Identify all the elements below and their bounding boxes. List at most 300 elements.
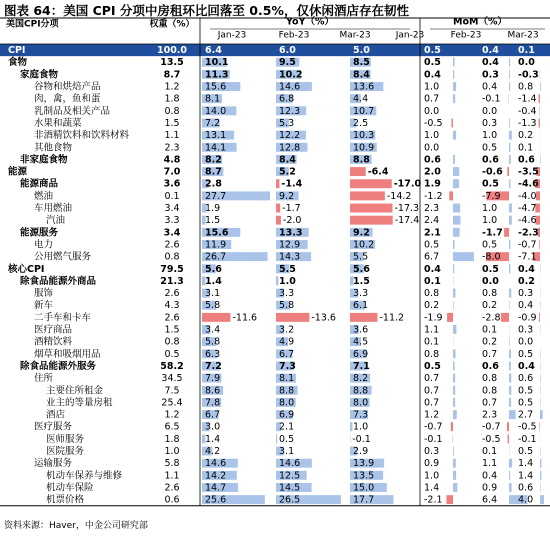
row-weight: 3.6: [163, 178, 181, 190]
row-weight: 0.1: [164, 190, 180, 202]
mom-value: 0.2: [518, 275, 535, 287]
mom-bar: [509, 374, 511, 383]
yoy-value: -11.2: [379, 312, 405, 324]
mom-bar: [453, 325, 456, 334]
row-weight: 34.5: [161, 373, 183, 385]
mom-value: 0.5: [424, 45, 441, 57]
row-weight: 1.8: [164, 433, 180, 445]
row-name: 机动车保养与维修: [46, 470, 123, 482]
mom-value: 0.3: [482, 117, 498, 129]
mom-bar: [507, 167, 509, 176]
mom-bar: [501, 313, 509, 322]
mom-value: -0.7: [518, 239, 537, 251]
row-name: 乳制品及相关产品: [34, 105, 111, 117]
yoy-value: 15.6: [205, 81, 227, 93]
mom-value: -0.5: [482, 433, 501, 445]
mom-bar: [453, 131, 456, 140]
yoy-bar: [350, 216, 393, 225]
mom-bar: [453, 58, 455, 67]
mom-bar: [536, 191, 540, 200]
mom-value: 0.8: [518, 81, 534, 93]
mom-value: -3.5: [518, 166, 539, 178]
mom-bar: [453, 386, 455, 395]
yoy-value: 6.7: [279, 348, 295, 360]
row-weight: 1.2: [164, 409, 180, 421]
mom-value: 0.4: [518, 263, 535, 275]
mom-value: 0.5: [424, 360, 441, 372]
mom-value: -0.1: [482, 93, 501, 105]
mom-value: 1.9: [424, 178, 441, 190]
row-weight: 0.5: [164, 348, 180, 360]
mom-bar: [509, 58, 510, 67]
mom-bar: [539, 119, 540, 128]
header-yoy-month: Mar-23: [339, 30, 371, 41]
row-weight: 3.4: [164, 203, 180, 215]
mom-value: 0.4: [482, 57, 499, 69]
row-weight: 7.0: [163, 166, 181, 178]
yoy-bar: [350, 204, 392, 213]
mom-bar: [509, 483, 512, 492]
mom-value: 0.3: [482, 69, 499, 81]
yoy-value: 2.9: [353, 446, 369, 458]
mom-value: 1.0: [482, 203, 498, 215]
mom-value: 0.3: [424, 446, 440, 458]
yoy-value: 1.5: [353, 275, 370, 287]
row-weight: 2.6: [164, 239, 180, 251]
row-weight: 5.8: [164, 458, 180, 470]
row-name: 医师服务: [46, 433, 85, 445]
row-weight: 1.5: [164, 117, 180, 129]
yoy-value: 5.3: [279, 117, 295, 129]
header-mom: MoM（%）: [453, 16, 507, 28]
mom-value: 0.4: [518, 300, 534, 312]
mom-bar: [509, 143, 510, 152]
row-name: 酒店: [46, 409, 66, 421]
yoy-value: 14.6: [205, 458, 227, 470]
yoy-value: 8.7: [205, 166, 222, 178]
yoy-value: 4.9: [279, 336, 295, 348]
row-weight: 1.0: [164, 446, 180, 458]
yoy-value: 4.4: [353, 93, 369, 105]
row-weight: 4.3: [164, 300, 180, 312]
mom-bar: [509, 264, 510, 273]
yoy-value: 11.9: [205, 239, 227, 251]
yoy-value: 12.8: [279, 142, 301, 154]
yoy-value: 1.5: [205, 215, 221, 227]
yoy-value: 10.9: [353, 142, 375, 154]
mom-value: 0.2: [482, 300, 498, 312]
mom-bar: [453, 289, 456, 298]
row-weight: 58.2: [160, 360, 184, 372]
row-name: 主要住所租金: [46, 385, 104, 397]
row-name: 电力: [34, 239, 54, 251]
mom-value: 0.5: [518, 397, 534, 409]
mom-bar: [540, 374, 541, 383]
mom-value: 0.8: [482, 385, 498, 397]
row-name: 公用燃气服务: [34, 251, 92, 263]
header-mom-month: Jan-23: [395, 30, 425, 41]
yoy-value: 3.1: [279, 446, 295, 458]
mom-bar: [509, 337, 510, 346]
mom-bar: [507, 422, 509, 431]
row-weight: 4.8: [163, 154, 181, 166]
row-name: 业主的等量房租: [46, 397, 113, 409]
mom-value: 1.1: [482, 458, 498, 470]
mom-bar: [540, 447, 541, 456]
yoy-value: 14.2: [205, 470, 227, 482]
yoy-value: 14.1: [205, 142, 227, 154]
mom-bar: [540, 155, 541, 164]
mom-value: 0.8: [482, 373, 498, 385]
mom-value: 0.7: [424, 385, 440, 397]
yoy-value: 7.3: [353, 409, 369, 421]
yoy-bar: [276, 216, 281, 225]
yoy-value: 5.0: [353, 45, 370, 57]
mom-value: -2.3: [518, 227, 539, 239]
yoy-value: -0.1: [352, 433, 371, 445]
mom-bar: [540, 495, 544, 504]
yoy-value: 0.5: [279, 433, 295, 445]
mom-value: 0.5: [518, 385, 534, 397]
mom-bar: [540, 386, 541, 395]
mom-bar: [540, 398, 541, 407]
mom-bar: [539, 240, 540, 249]
yoy-value: 6.8: [279, 93, 295, 105]
mom-bar: [509, 362, 511, 371]
mom-value: -0.6: [482, 166, 503, 178]
row-weight: 25.4: [161, 397, 183, 409]
yoy-bar: [202, 313, 230, 322]
yoy-value: 10.2: [279, 69, 303, 81]
mom-value: 1.1: [424, 324, 440, 336]
yoy-value: 3.3: [279, 288, 295, 300]
row-name: 非家庭食物: [20, 154, 68, 166]
mom-value: 0.7: [424, 397, 440, 409]
yoy-value: 8.0: [353, 397, 369, 409]
yoy-value: 14.6: [279, 458, 301, 470]
row-name: 肉，禽，鱼和蛋: [34, 93, 101, 105]
row-name: 二手车和卡车: [34, 312, 92, 324]
mom-value: 0.2: [518, 130, 534, 142]
row-name: 烟草和吸烟用品: [34, 348, 101, 360]
mom-value: 0.4: [482, 45, 499, 57]
highlight-row-bg: [0, 44, 550, 56]
mom-bar: [453, 70, 454, 79]
yoy-value: -13.6: [311, 312, 336, 324]
row-weight: 6.5: [164, 421, 180, 433]
header-yoy: YoY（%）: [286, 16, 334, 28]
yoy-value: 6.3: [205, 348, 221, 360]
row-weight: 79.5: [160, 263, 184, 275]
row-name: 机票价格: [46, 494, 85, 506]
yoy-value: -11.6: [232, 312, 258, 324]
mom-value: 0.6: [518, 373, 534, 385]
mom-bar: [509, 386, 511, 395]
yoy-value: 8.4: [353, 69, 370, 81]
mom-value: 1.2: [424, 409, 440, 421]
yoy-value: 11.3: [205, 69, 229, 81]
mom-bar: [453, 349, 456, 358]
mom-value: 0.9: [482, 482, 498, 494]
yoy-bar: [350, 313, 377, 322]
row-name: 医疗商品: [34, 324, 73, 336]
mom-value: 0.5: [482, 142, 498, 154]
mom-bar: [540, 459, 541, 468]
mom-bar: [509, 398, 511, 407]
yoy-value: 14.0: [205, 105, 227, 117]
mom-value: -0.3: [518, 69, 539, 81]
mom-value: 0.7: [424, 93, 440, 105]
mom-value: -1.2: [424, 190, 443, 202]
yoy-value: 7.2: [205, 117, 221, 129]
yoy-value: 13.5: [353, 470, 375, 482]
row-weight: 0.8: [164, 336, 180, 348]
mom-bar: [540, 349, 541, 358]
mom-value: 2.3: [482, 409, 498, 421]
yoy-value: 10.1: [205, 57, 229, 69]
yoy-value: 5.6: [353, 263, 370, 275]
yoy-bar: [350, 179, 392, 188]
mom-value: 0.4: [482, 470, 498, 482]
yoy-value: 6.1: [353, 300, 369, 312]
mom-bar: [453, 204, 460, 213]
mom-value: 1.0: [482, 215, 498, 227]
mom-value: -4.7: [518, 203, 537, 215]
mom-bar: [540, 82, 541, 91]
yoy-value: 6.4: [205, 45, 222, 57]
yoy-bar: [276, 434, 277, 443]
mom-value: -0.5: [518, 421, 537, 433]
row-weight: 0.6: [164, 494, 180, 506]
mom-value: -0.9: [518, 312, 537, 324]
mom-bar: [504, 228, 509, 237]
yoy-value: 1.0: [353, 421, 369, 433]
mom-bar: [509, 459, 512, 468]
header-mom-month: Mar-23: [507, 30, 539, 41]
row-name: 运输服务: [34, 458, 73, 470]
mom-value: 0.5: [482, 178, 499, 190]
row-weight: 7.5: [164, 385, 180, 397]
yoy-value: 6.9: [353, 348, 369, 360]
yoy-value: 6.7: [205, 409, 221, 421]
row-name: 核心CPI: [8, 263, 45, 275]
yoy-value: 12.5: [279, 470, 301, 482]
chart-title: 图表 64：美国 CPI 分项中房租环比回落至 0.5%，仅休闲酒店存在韧性: [4, 3, 409, 18]
yoy-value: 8.2: [205, 154, 222, 166]
yoy-value: 7.3: [279, 360, 296, 372]
yoy-value: 12.9: [279, 239, 301, 251]
source-note: 资料来源：Haver，中金公司研究部: [4, 521, 148, 531]
row-name: 服饰: [34, 288, 54, 300]
mom-value: 0.0: [518, 57, 535, 69]
mom-value: 0.1: [424, 275, 441, 287]
mom-value: 2.3: [424, 203, 440, 215]
row-weight: 1.5: [164, 324, 180, 336]
mom-bar: [453, 228, 460, 237]
yoy-value: 5.2: [279, 166, 296, 178]
mom-value: 4.0: [518, 494, 534, 506]
row-name: 能源服务: [20, 227, 59, 239]
yoy-value: -14.2: [386, 190, 412, 202]
yoy-value: -17.3: [394, 203, 420, 215]
yoy-value: 14.6: [279, 81, 301, 93]
mom-value: -2.1: [424, 494, 443, 506]
mom-bar: [453, 483, 457, 492]
mom-bar: [447, 313, 453, 322]
row-name: 食物: [8, 57, 28, 69]
mom-bar: [509, 82, 510, 91]
yoy-value: 3.0: [205, 421, 221, 433]
yoy-value: 8.0: [279, 397, 295, 409]
mom-bar: [508, 434, 509, 443]
row-name: 汽油: [46, 215, 66, 227]
mom-bar: [509, 349, 511, 358]
mom-bar: [509, 216, 512, 225]
yoy-value: 3.2: [279, 324, 295, 336]
header-weight: 权重（%）: [149, 19, 195, 30]
mom-bar: [451, 119, 453, 128]
mom-value: 0.6: [424, 154, 441, 166]
yoy-value: 25.6: [205, 494, 227, 506]
yoy-value: 6.9: [279, 409, 295, 421]
row-weight: 3.3: [164, 215, 180, 227]
yoy-value: 5.8: [205, 336, 221, 348]
mom-bar: [449, 191, 453, 200]
yoy-value: 4.2: [205, 446, 221, 458]
yoy-value: 8.6: [205, 385, 221, 397]
mom-value: 0.1: [482, 446, 498, 458]
mom-bar: [539, 313, 540, 322]
mom-value: -4.6: [518, 178, 539, 190]
mom-bar: [453, 240, 455, 249]
yoy-value: 8.1: [279, 373, 295, 385]
yoy-value: 8.8: [279, 385, 295, 397]
yoy-value: 3.6: [353, 324, 369, 336]
mom-value: 0.4: [424, 263, 441, 275]
mom-bar: [453, 374, 455, 383]
mom-value: 2.0: [424, 166, 441, 178]
mom-value: 2.4: [424, 215, 440, 227]
yoy-value: 5.8: [205, 300, 221, 312]
yoy-value: 5.8: [279, 300, 295, 312]
mom-value: -7.1: [518, 251, 537, 263]
mom-value: 0.4: [424, 69, 441, 81]
yoy-value: 8.2: [353, 373, 369, 385]
row-name: 非酒精饮料和饮料材料: [34, 130, 130, 142]
mom-value: 1.0: [482, 130, 498, 142]
row-name: 新车: [34, 300, 54, 312]
mom-value: -0.7: [482, 421, 501, 433]
mom-value: 0.6: [482, 154, 499, 166]
mom-value: -7.9: [482, 190, 501, 202]
mom-value: -0.4: [518, 105, 537, 117]
yoy-value: 15.0: [353, 482, 375, 494]
mom-value: 0.2: [482, 336, 498, 348]
mom-bar: [453, 459, 456, 468]
mom-value: 0.7: [482, 348, 498, 360]
mom-bar: [453, 252, 474, 261]
mom-bar: [509, 119, 510, 128]
mom-value: 0.1: [424, 336, 440, 348]
yoy-value: 1.0: [279, 275, 296, 287]
row-weight: 2.6: [164, 288, 180, 300]
mom-value: 0.4: [482, 81, 498, 93]
mom-bar: [451, 422, 453, 431]
yoy-bar: [276, 204, 280, 213]
yoy-value: 13.1: [205, 130, 227, 142]
mom-value: 1.4: [518, 458, 534, 470]
row-weight: 2.6: [164, 482, 180, 494]
row-weight: 2.6: [164, 312, 180, 324]
yoy-value: 2.8: [205, 178, 222, 190]
yoy-value: 3.1: [205, 288, 221, 300]
mom-value: 0.9: [424, 458, 440, 470]
mom-value: 2.1: [424, 227, 441, 239]
yoy-value: 7.8: [205, 397, 221, 409]
yoy-value: 5.6: [205, 263, 222, 275]
mom-value: 6.4: [482, 494, 498, 506]
mom-value: 0.7: [424, 373, 440, 385]
mom-value: 0.0: [482, 275, 499, 287]
mom-value: 0.8: [424, 288, 440, 300]
row-weight: 0.8: [164, 251, 180, 263]
yoy-value: 13.6: [353, 81, 375, 93]
yoy-value: 3.3: [353, 288, 369, 300]
mom-bar: [540, 410, 543, 419]
mom-value: -1.3: [518, 117, 537, 129]
mom-value: -1.4: [518, 93, 537, 105]
mom-value: 0.1: [482, 324, 498, 336]
yoy-value: 10.7: [353, 105, 375, 117]
yoy-value: 9.2: [279, 190, 295, 202]
yoy-value: 12.2: [279, 130, 301, 142]
yoy-value: -2.0: [282, 215, 302, 227]
yoy-value: 13.9: [353, 458, 375, 470]
row-name: 医疗服务: [34, 421, 73, 433]
mom-bar: [453, 167, 459, 176]
row-weight: 13.5: [160, 57, 184, 69]
mom-bar: [453, 82, 456, 91]
mom-value: 0.5: [518, 446, 534, 458]
row-name: 除食品能源外服务: [20, 360, 97, 372]
mom-bar: [509, 179, 510, 188]
mom-value: 0.3: [518, 324, 534, 336]
yoy-value: 14.5: [279, 482, 301, 494]
mom-bar: [453, 94, 455, 103]
mom-value: 6.7: [424, 251, 440, 263]
yoy-value: 8.8: [353, 385, 369, 397]
yoy-value: -1.4: [281, 178, 303, 190]
row-weight: 1.1: [164, 470, 180, 482]
mom-value: 0.5: [482, 263, 499, 275]
row-name: 水果和蔬菜: [34, 117, 82, 129]
yoy-value: 15.6: [205, 227, 229, 239]
yoy-value: 1.4: [205, 275, 222, 287]
yoy-value: 27.7: [205, 190, 227, 202]
header-yoy-month: Jan-23: [217, 30, 247, 41]
mom-bar: [509, 240, 510, 249]
yoy-value: 7.1: [353, 360, 370, 372]
mom-value: -0.7: [424, 421, 443, 433]
yoy-value: 5.5: [279, 263, 296, 275]
row-weight: 8.7: [163, 69, 181, 81]
mom-value: 0.3: [518, 288, 534, 300]
yoy-value: 12.3: [279, 105, 301, 117]
row-name: 其他食物: [34, 142, 73, 154]
mom-value: -0.1: [424, 433, 443, 445]
yoy-value: 14.7: [205, 482, 227, 494]
mom-bar: [539, 94, 540, 103]
